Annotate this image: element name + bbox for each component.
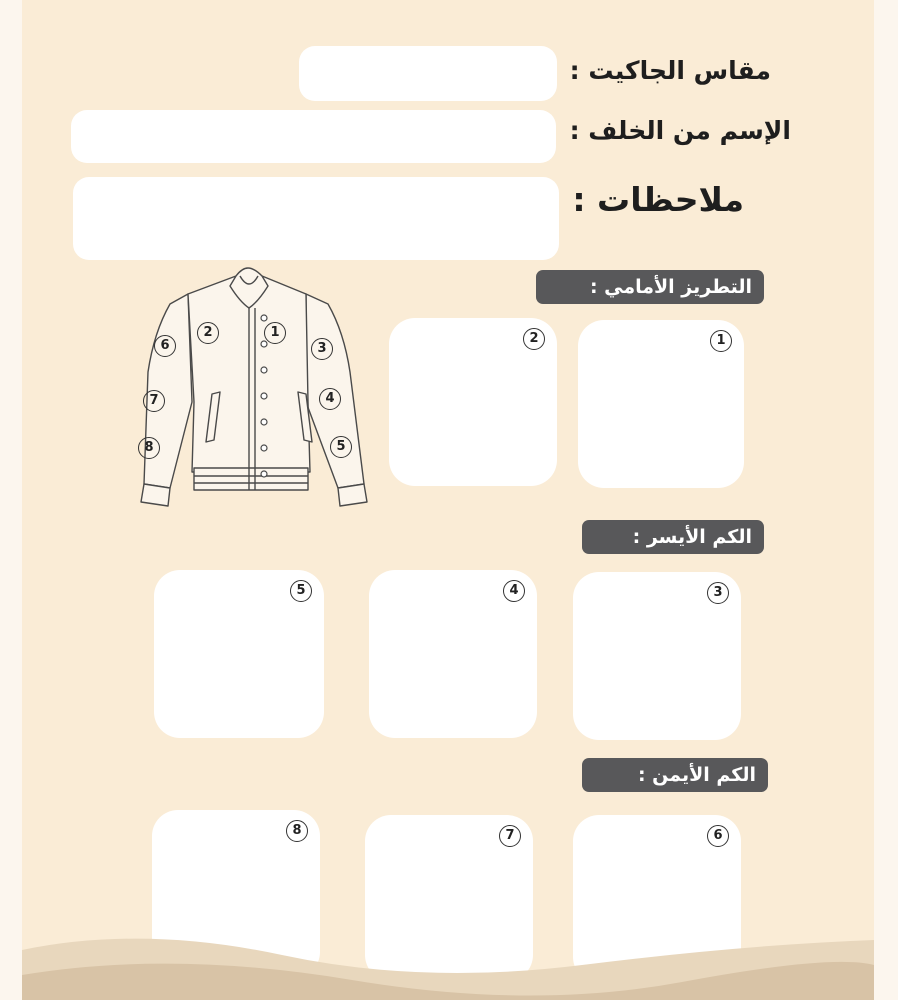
jacket-size-field[interactable] xyxy=(299,46,557,101)
right-sleeve-slot-8-number: 8 xyxy=(286,820,308,842)
notes-label: ملاحظات : xyxy=(572,180,744,219)
jacket-marker-7: 7 xyxy=(143,390,165,412)
order-sheet xyxy=(22,0,874,1000)
jacket-size-label: مقاس الجاكيت : xyxy=(569,56,771,85)
waistband xyxy=(194,468,308,490)
front-slot-1[interactable] xyxy=(578,320,744,488)
left-sleeve-slot-3[interactable] xyxy=(573,572,741,740)
jacket-marker-3: 3 xyxy=(311,338,333,360)
right-cuff xyxy=(338,484,367,506)
jacket-marker-5: 5 xyxy=(330,436,352,458)
back-name-field[interactable] xyxy=(71,110,556,163)
notes-field[interactable] xyxy=(73,177,559,260)
front-slot-2[interactable] xyxy=(389,318,557,486)
front-slot-2-number: 2 xyxy=(523,328,545,350)
right-sleeve-slot-6-number: 6 xyxy=(707,825,729,847)
jacket-marker-8: 8 xyxy=(138,437,160,459)
jacket-marker-2: 2 xyxy=(197,322,219,344)
left-sleeve-slot-4[interactable] xyxy=(369,570,537,738)
jacket-marker-6: 6 xyxy=(154,335,176,357)
jacket-marker-4: 4 xyxy=(319,388,341,410)
front-slot-1-number: 1 xyxy=(710,330,732,352)
back-name-label: الإسم من الخلف : xyxy=(569,116,791,145)
left-cuff xyxy=(141,484,170,506)
decorative-waves xyxy=(22,920,874,1000)
left-sleeve-title: الكم الأيسر : xyxy=(582,520,764,554)
left-sleeve-slot-3-number: 3 xyxy=(707,582,729,604)
jacket-marker-1: 1 xyxy=(264,322,286,344)
jacket-diagram xyxy=(118,262,380,512)
front-embroidery-title: التطريز الأمامي : xyxy=(536,270,764,304)
right-sleeve-title: الكم الأيمن : xyxy=(582,758,768,792)
left-sleeve-slot-5-number: 5 xyxy=(290,580,312,602)
left-sleeve-slot-5[interactable] xyxy=(154,570,324,738)
left-sleeve-slot-4-number: 4 xyxy=(503,580,525,602)
right-sleeve-slot-7-number: 7 xyxy=(499,825,521,847)
